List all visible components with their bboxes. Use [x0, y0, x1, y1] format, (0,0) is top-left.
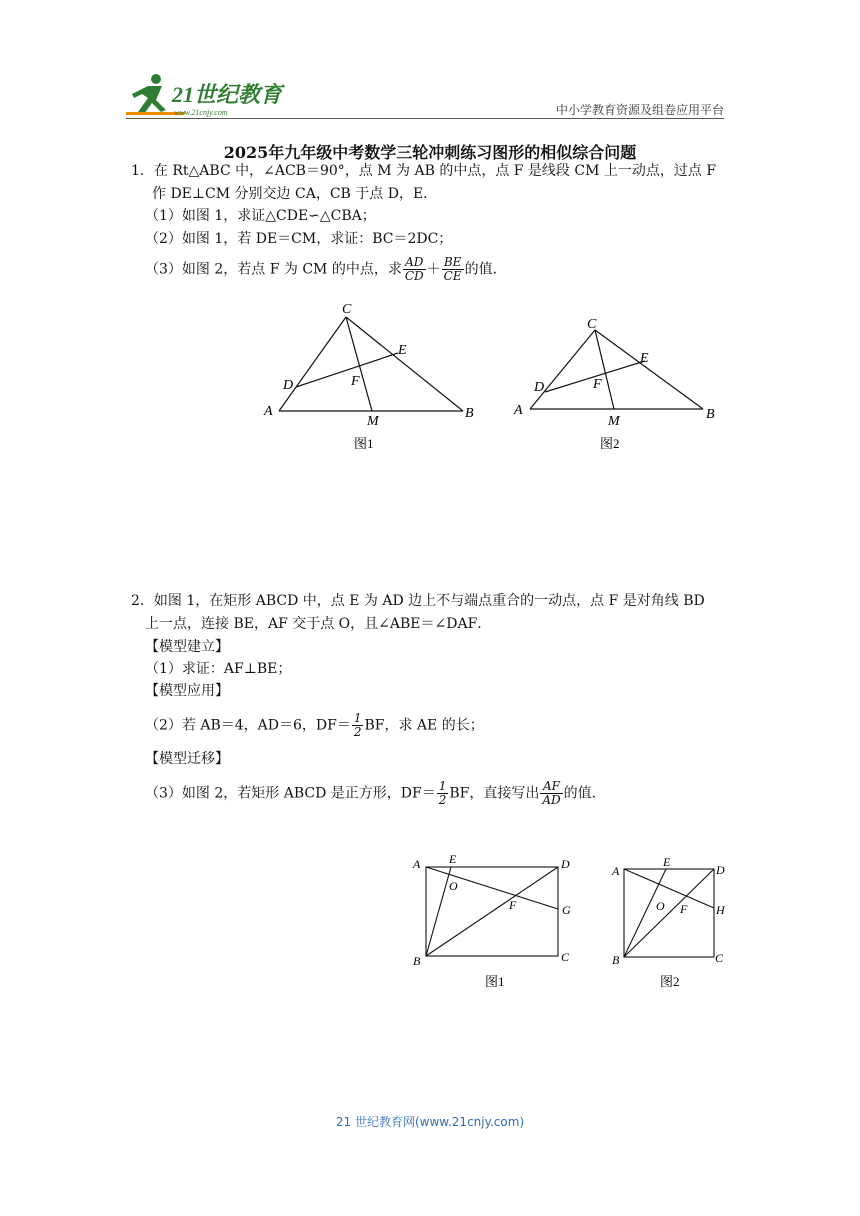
point-f: F: [593, 377, 602, 392]
svg-text:21世纪教育: 21世纪教育: [172, 82, 283, 107]
q2-number: 2．: [131, 593, 154, 609]
point-g: G: [562, 903, 571, 917]
site-logo: [126, 70, 288, 120]
q2-figure-2: [605, 850, 730, 995]
point-d: D: [534, 380, 545, 395]
q2-line1: [131, 590, 705, 612]
point-a: A: [413, 857, 421, 871]
point-d: D: [716, 863, 725, 877]
q2-part3: （3）如图 2，若矩形 ABCD 是正方形，DF＝ $\frac{1}{2}$ BF，直接写出 $\frac{AF}{AD}$ 的值．: [145, 779, 606, 807]
point-e: E: [640, 351, 649, 366]
point-e: E: [663, 855, 671, 869]
point-a: A: [514, 403, 523, 418]
q2-fig1-caption: 图1: [485, 974, 505, 989]
q1-number: 1．: [131, 163, 154, 179]
footer-link[interactable]: 21 世纪教育网(www.21cnjy.com): [335, 1115, 525, 1129]
q1-part2: （2）如图 1，若 DE＝CM，求证：BC＝2DC；: [145, 231, 453, 247]
point-c: C: [715, 951, 724, 965]
q1-line1: [131, 160, 716, 182]
point-a: A: [612, 864, 620, 878]
q2-heading-model-transfer: 【模型迁移】: [145, 751, 229, 767]
point-f: F: [680, 902, 688, 916]
q1-text-line1: 在 Rt△ABC 中，∠ACB＝90°，点 M 为 AB 的中点，点 F 是线段 CM 上一动点，过点 F: [153, 163, 717, 179]
q1-fig2-caption: 图2: [600, 436, 620, 451]
point-e: E: [398, 343, 407, 358]
point-b: B: [612, 953, 620, 967]
point-f: F: [509, 898, 517, 912]
point-m: M: [608, 414, 620, 429]
point-d: D: [283, 378, 294, 393]
q1-part3-pre: （3）如图 2，若点 F 为 CM 的中点，求: [145, 261, 402, 278]
q2-heading-model-apply: 【模型应用】: [145, 683, 229, 699]
q2-part1: （1）求证：AF⊥BE；: [145, 661, 292, 677]
point-e: E: [449, 852, 457, 866]
q1-figure-1: [258, 300, 488, 460]
q2-fig2-caption: 图2: [660, 974, 680, 989]
q2-part2: （2）若 AB＝4，AD＝6，DF＝ $\frac{1}{2}$ BF，求 AE 的长；: [145, 711, 484, 739]
svg-text:www.21cnjy.com: www.21cnjy.com: [174, 108, 228, 117]
point-f: F: [351, 374, 360, 389]
point-m: M: [367, 414, 379, 429]
q2-fraction-af-ad: $\frac{AF}{AD}$: [542, 779, 561, 807]
point-h: H: [716, 903, 725, 917]
q1-part1: （1）如图 1，求证△CDE∽△CBA；: [145, 208, 376, 224]
point-o: O: [449, 879, 458, 893]
point-c: C: [587, 317, 597, 332]
header-divider: [126, 118, 724, 119]
point-b: B: [413, 954, 421, 968]
q1-part3: [145, 256, 507, 283]
point-c: C: [342, 302, 352, 317]
q1-line2: 作 DE⊥CM 分别交边 CA，CB 于点 D，E．: [152, 186, 438, 202]
point-c: C: [561, 950, 570, 964]
point-b: B: [706, 407, 715, 422]
point-b: B: [465, 406, 474, 421]
q1-fraction-ad-cd: $\frac{AD}{CD}$: [404, 255, 424, 283]
point-a: A: [264, 404, 273, 419]
q1-figure-2: [510, 310, 725, 460]
q1-part3-post: 的值．: [464, 261, 507, 278]
q2-figure-1: [405, 850, 585, 995]
q2-text-line1: 如图 1，在矩形 ABCD 中，点 E 为 AD 边上不与端点重合的一动点，点 F 是对角线 BD: [153, 593, 705, 609]
point-d: D: [561, 857, 570, 871]
plus-sign: ＋: [426, 261, 441, 278]
q2-line2: 上一点，连接 BE，AF 交于点 O，且∠ABE＝∠DAF．: [145, 616, 492, 632]
q1-fig1-caption: 图1: [354, 436, 374, 451]
q2-heading-model-build: 【模型建立】: [145, 639, 229, 655]
platform-name: 中小学教育资源及组卷应用平台: [555, 103, 724, 117]
page-title: 2025年九年级中考数学三轮冲刺练习图形的相似综合问题: [223, 143, 637, 162]
fraction-one-half: $\frac{1}{2}$: [353, 711, 362, 739]
point-o: O: [656, 899, 665, 913]
q1-fraction-be-ce: $\frac{BE}{CE}$: [443, 255, 462, 283]
fraction-one-half: $\frac{1}{2}$: [438, 779, 447, 807]
